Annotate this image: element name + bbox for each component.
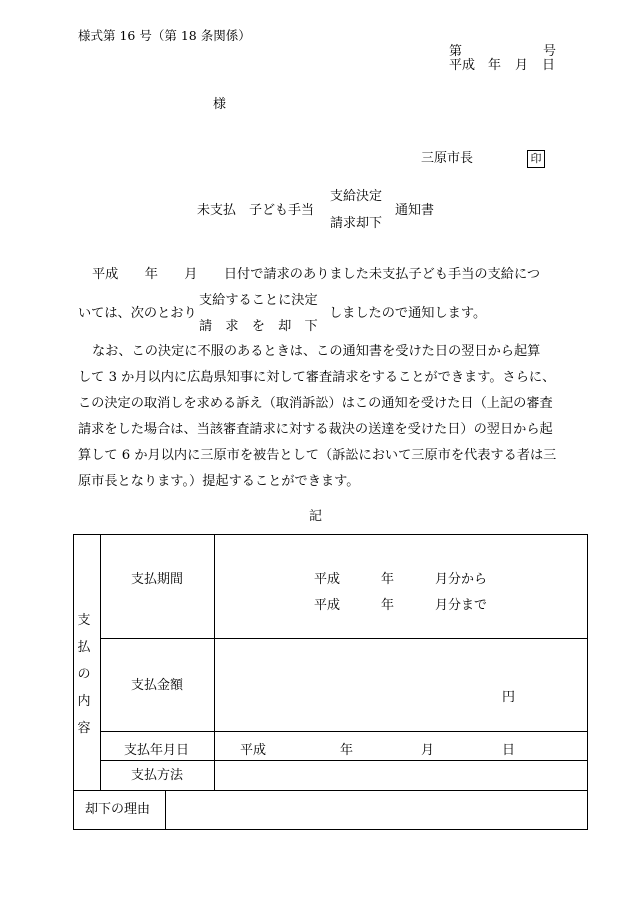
body-line1: 平成 年 月 日付で請求のありました未支払子ども手当の支給につ (92, 267, 541, 282)
period-from-year: 年 (381, 572, 395, 587)
body-line2-suffix: しましたので通知します。 (329, 306, 487, 321)
ki-heading: 記 (309, 509, 323, 524)
amount-unit: 円 (502, 690, 516, 705)
table-border-left (73, 534, 74, 830)
payment-date-label: 支払年月日 (124, 743, 190, 758)
side-label-char: 支 (77, 613, 91, 628)
table-divider (165, 790, 166, 830)
body-para2-line: 原市長となります。）提起することができます。 (78, 474, 360, 489)
addressee-suffix: 様 (213, 97, 227, 112)
table-divider (73, 790, 588, 791)
payment-date-year: 年 (340, 743, 354, 758)
body-para2-line: なお、この決定に不服のあるときは、この通知書を受けた日の翌日から起算 (92, 344, 541, 359)
payment-date-heisei: 平成 (240, 743, 267, 758)
payment-date-day: 日 (502, 743, 516, 758)
title-part2: 通知書 (395, 203, 435, 218)
title-option-upper: 支給決定 (330, 189, 383, 204)
body-line2-prefix: いては、次のとおり (78, 306, 197, 321)
body-para2-line: 算して 6 か月以内に三原市を被告として（訴訟において三原市を代表する者は三 (78, 448, 557, 463)
side-label-char: の (77, 667, 91, 682)
body-option-lower: 請 求 を 却 下 (199, 319, 318, 334)
side-label-char: 払 (77, 640, 91, 655)
date-heisei: 平成 (449, 58, 476, 73)
document-number-suffix: 号 (543, 44, 557, 59)
period-to-heisei: 平成 (314, 598, 341, 613)
form-number: 様式第 16 号（第 18 条関係） (78, 28, 251, 43)
title-option-lower: 請求却下 (330, 216, 383, 231)
date-day: 日 (542, 58, 556, 73)
body-para2-line: 請求をした場合は、当該審査請求に対する裁決の送達を受けた日）の翌日から起 (78, 422, 553, 437)
side-label-payment-contents (77, 614, 91, 749)
title-part1: 未支払 子ども手当 (197, 203, 315, 218)
table-border-top (73, 534, 588, 535)
body-para2-line: して 3 か月以内に広島県知事に対して審査請求をすることができます。さらに、 (78, 370, 556, 385)
table-divider (214, 534, 215, 790)
payment-method-label: 支払方法 (131, 768, 184, 783)
body-para2-line: この決定の取消しを求める訴え（取消訴訟）はこの通知を受けた日（上記の審査 (78, 396, 553, 411)
body-option-upper: 支給することに決定 (199, 293, 318, 308)
table-border-right (587, 534, 588, 830)
period-from-heisei: 平成 (314, 572, 341, 587)
table-divider (100, 534, 101, 790)
table-divider (100, 638, 588, 639)
payment-date-month: 月 (421, 743, 435, 758)
sender-title: 三原市長 (421, 151, 474, 166)
rejection-reason-label: 却下の理由 (85, 802, 151, 817)
table-border-bottom (73, 829, 588, 830)
date-year: 年 (488, 58, 502, 73)
table-divider (100, 731, 588, 732)
table-divider (100, 760, 588, 761)
seal-mark: 印 (527, 150, 545, 168)
period-to-year: 年 (381, 598, 395, 613)
period-label: 支払期間 (131, 572, 184, 587)
side-label-char: 内 (77, 694, 91, 709)
period-to-suffix: 月分まで (435, 598, 488, 613)
period-from-suffix: 月分から (435, 572, 488, 587)
document-number-prefix: 第 (449, 44, 463, 59)
date-month: 月 (515, 58, 529, 73)
amount-label: 支払金額 (131, 678, 184, 693)
side-label-char: 容 (77, 721, 91, 736)
